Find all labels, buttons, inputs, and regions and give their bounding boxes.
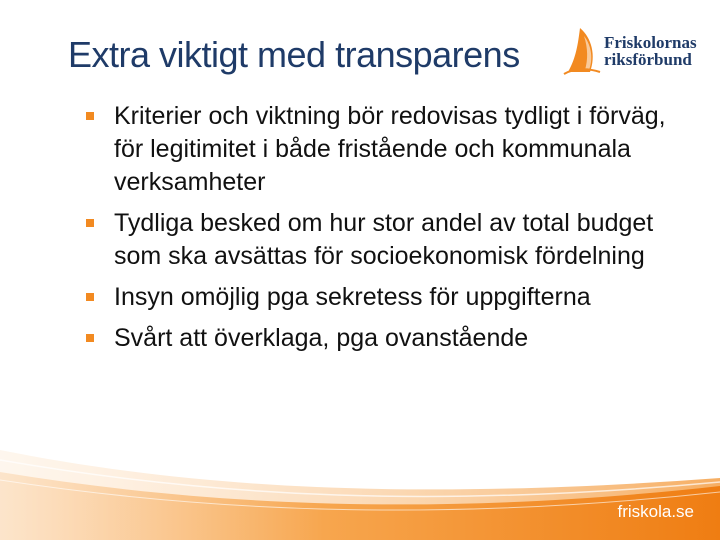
bullet-marker-icon xyxy=(86,219,94,227)
slide-title: Extra viktigt med transparens xyxy=(68,34,520,75)
logo-text xyxy=(604,34,697,68)
bullet-item xyxy=(84,281,684,314)
bullet-item xyxy=(84,207,684,273)
bullet-marker-icon xyxy=(86,112,94,120)
logo-line-2: riksförbund xyxy=(604,50,692,69)
logo xyxy=(562,26,702,78)
bullet-list xyxy=(84,100,684,363)
footer-swoosh xyxy=(0,420,720,540)
bullet-item xyxy=(84,322,684,355)
bullet-text: Svårt att överklaga, pga ovanstående xyxy=(114,324,529,352)
bullet-text: Tydliga besked om hur stor andel av total budget som ska avsättas för socioekonomisk fördelning xyxy=(114,209,654,270)
bullet-marker-icon xyxy=(86,334,94,342)
footer-url: friskola.se xyxy=(617,502,694,521)
bullet-text: Kriterier och viktning bör redovisas tydligt i förväg, för legitimitet i både fristående och kommunala verksamheter xyxy=(114,102,666,196)
sail-icon xyxy=(562,26,602,76)
bullet-item xyxy=(84,100,684,199)
logo-line-1: Friskolornas xyxy=(604,33,697,52)
bullet-text: Insyn omöjlig pga sekretess för uppgifterna xyxy=(114,283,591,311)
bullet-marker-icon xyxy=(86,293,94,301)
